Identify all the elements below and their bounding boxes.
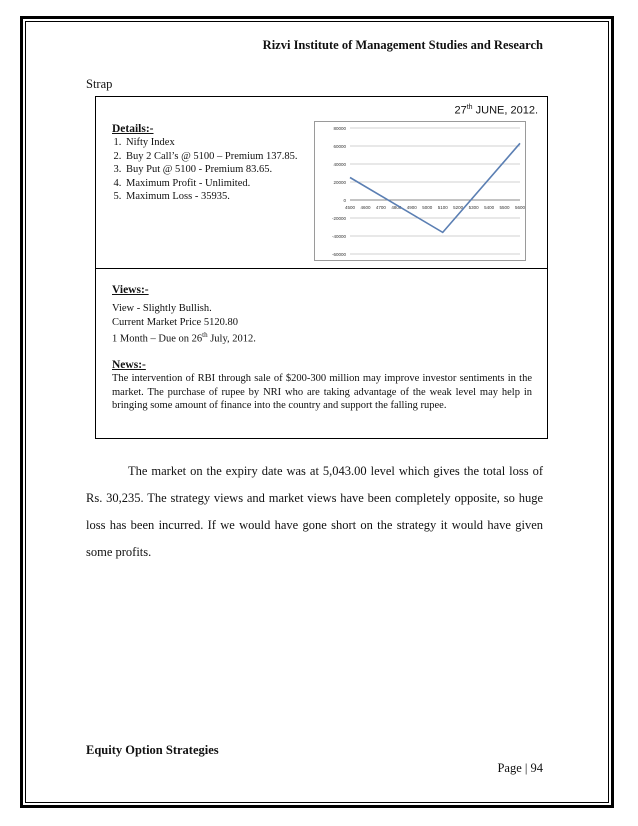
views-panel [112,284,532,346]
x-tick-label: 5300 [468,205,479,210]
views-line: 1 Month – Due on 26th July, 2012. [112,331,256,345]
y-tick-label: -20000 [331,216,346,221]
x-tick-label: 5000 [422,205,433,210]
y-tick-label: 80000 [333,126,346,131]
body-paragraph: The market on the expiry date was at 5,043.00 level which gives the total loss of Rs. 30,235. The strategy views and market views have been completely opposite, so huge loss has been incurred. If we would have gone short on the strategy it would have given some profits. [86,464,543,559]
x-tick-label: 5200 [453,205,464,210]
chart-frame [315,122,526,261]
page-header-title: Rizvi Institute of Management Studies and Research [262,38,543,52]
x-tick-label: 4800 [391,205,402,210]
x-tick-label: 4600 [360,205,371,210]
details-item: 1. Nifty Index [124,136,322,149]
y-tick-label: -60000 [331,252,346,257]
x-tick-label: 5600 [514,205,526,210]
section-title: Strap [86,77,113,91]
views-line: View - Slightly Bullish. [112,303,212,315]
news-panel [112,359,532,413]
x-tick-label: 4500 [344,205,356,210]
x-tick-label: 5400 [484,205,495,210]
y-tick-label: 60000 [333,144,346,149]
x-tick-label: 4900 [406,205,417,210]
details-item: 2. Buy 2 Call’s @ 5100 – Premium 137.85. [124,150,322,163]
figure-divider [95,268,548,269]
news-heading: News:- [112,359,146,371]
news-text: The intervention of RBI through sale of $200-300 million may improve investor sentiments in the market. The purchase of rupee by NRI who are taking advantage of the weak level may help in bringing some amount of finance into the country and support the falling rupee. [112,373,532,412]
y-tick-label: -40000 [331,234,346,239]
views-heading: Views:- [112,284,149,296]
y-tick-label: 20000 [333,180,346,185]
details-item: 5. Maximum Loss - 35935. [124,190,322,203]
views-line: Current Market Price 5120.80 [112,316,238,328]
details-heading: Details:- [112,123,154,135]
details-list [112,136,322,203]
details-item: 3. Buy Put @ 5100 - Premium 83.65. [124,163,322,176]
x-tick-label: 4700 [375,205,386,210]
page-number: Page | 94 [497,761,543,775]
figure-date: 27th JUNE, 2012. [454,104,538,117]
x-tick-label: 5100 [437,205,448,210]
y-tick-label: 40000 [333,162,346,167]
footer-title: Equity Option Strategies [86,743,219,757]
details-panel [112,123,322,203]
x-tick-label: 5500 [499,205,510,210]
details-item: 4. Maximum Profit - Unlimited. [124,177,322,190]
payoff-chart [314,121,526,261]
y-tick-label: 0 [343,198,346,203]
